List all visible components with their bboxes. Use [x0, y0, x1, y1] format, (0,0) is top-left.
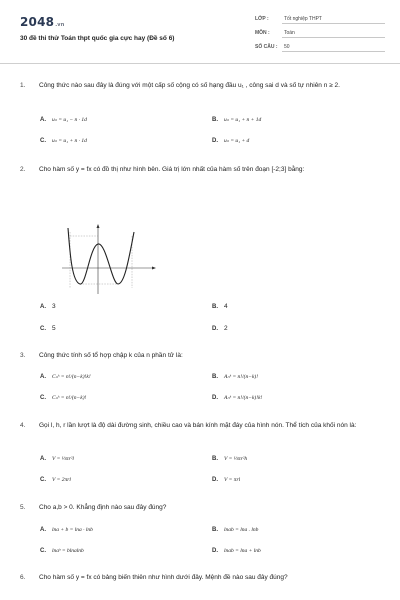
meta-socau-label: SỐ CÂU :	[255, 44, 278, 50]
q2-option-a[interactable]	[40, 303, 56, 310]
meta-lop-line	[282, 23, 385, 24]
option-letter: D.	[212, 395, 218, 401]
q4-option-d[interactable]	[212, 477, 240, 483]
q5-option-a[interactable]	[40, 527, 93, 533]
question-stem: Công thức tính số tổ hợp chập k của n phần tử là:	[39, 352, 183, 359]
option-text: 5	[52, 325, 56, 332]
option-letter: C.	[40, 477, 46, 483]
q5-option-b[interactable]	[212, 527, 258, 533]
option-letter: C.	[40, 326, 46, 332]
option-letter: A.	[40, 456, 46, 462]
question-stem: Công thức nào sau đây là đúng với một cấp số cộng có số hạng đầu u₁ , công sai d và số tự nhiên n ≥ 2.	[39, 82, 340, 89]
option-text: 3	[52, 303, 56, 310]
option-letter: B.	[212, 304, 218, 310]
header-divider	[0, 63, 400, 64]
q4-option-a[interactable]	[40, 456, 74, 462]
y-axis-arrow	[97, 224, 100, 228]
q1-option-b[interactable]	[212, 117, 261, 123]
option-text: uₙ = u₁ + n + 1d	[224, 117, 262, 123]
option-text: V = 2πrl	[52, 477, 71, 483]
q3-option-d[interactable]	[212, 395, 262, 401]
option-text: Cₙᵏ = n!/(n−k)!k!	[52, 374, 91, 380]
option-letter: B.	[212, 117, 218, 123]
option-text: Cₙᵏ = n!/(n−k)!	[52, 395, 87, 401]
question-number: 6.	[20, 574, 26, 581]
question-number: 3.	[20, 352, 26, 359]
exam-title: 30 đề thi thử Toán thpt quốc gia cực hay (Đề số 6)	[20, 35, 175, 42]
option-letter: B.	[212, 374, 218, 380]
meta-mon-line	[282, 37, 385, 38]
option-letter: C.	[40, 395, 46, 401]
option-letter: C.	[40, 548, 46, 554]
option-text: V = ⅓πr²l	[52, 456, 74, 462]
q4-option-b[interactable]	[212, 456, 247, 462]
option-letter: D.	[212, 138, 218, 144]
meta-lop-label: LỚP :	[255, 16, 269, 22]
option-text: V = ⅓πr²h	[224, 456, 248, 462]
question-stem: Cho hàm số y = fx có bảng biến thiên như hình dưới đây. Mệnh đề nào sau đây đúng?	[39, 574, 288, 581]
header	[0, 0, 400, 62]
q1-option-d[interactable]	[212, 138, 249, 144]
option-text: lnab = lna . lnb	[224, 527, 259, 533]
question-stem: Cho a,b > 0. Khẳng định nào sau đây đúng?	[39, 504, 167, 511]
option-letter: A.	[40, 304, 46, 310]
q3-option-c[interactable]	[40, 395, 86, 401]
question-number: 2.	[20, 166, 26, 173]
option-letter: C.	[40, 138, 46, 144]
option-text: 4	[224, 303, 228, 310]
q5-option-c[interactable]	[40, 548, 84, 554]
option-text: uₙ = u₁ + n · 1d	[52, 138, 87, 144]
option-text: uₙ = u₁ − n · 1d	[52, 117, 87, 123]
function-curve	[68, 228, 134, 284]
function-graph	[62, 224, 156, 294]
option-letter: D.	[212, 326, 218, 332]
q2-option-b[interactable]	[212, 303, 228, 310]
q3-option-b[interactable]	[212, 374, 258, 380]
meta-socau-value: 50	[284, 44, 290, 50]
option-text: lnaᵇ = blnalnb	[52, 548, 84, 554]
question-number: 1.	[20, 82, 26, 89]
option-text: Aₙᵏ = n!/(n−k)!k!	[224, 395, 263, 401]
q5-option-d[interactable]	[212, 548, 261, 554]
option-text: Aₙᵏ = n!/(n−k)!	[224, 374, 259, 380]
option-letter: B.	[212, 527, 218, 533]
option-letter: A.	[40, 374, 46, 380]
q1-option-c[interactable]	[40, 138, 87, 144]
option-letter: D.	[212, 548, 218, 554]
meta-socau-line	[282, 51, 385, 52]
option-letter: D.	[212, 477, 218, 483]
option-text: uₙ = u₁ + d	[224, 138, 250, 144]
option-text: lnab = lna + lnb	[224, 548, 261, 554]
option-text: 2	[224, 325, 228, 332]
question-number: 5.	[20, 504, 26, 511]
meta-lop-value: Tốt nghiệp THPT	[284, 16, 322, 22]
q3-option-a[interactable]	[40, 374, 91, 380]
option-letter: A.	[40, 117, 46, 123]
logo-suffix: .vn	[55, 22, 65, 28]
option-text: lna + b = lna · lnb	[52, 527, 93, 533]
question-stem: Cho hàm số y = fx có đồ thị như hình bên. Giá trị lớn nhất của hàm số trên đoạn [-2;3] bằng:	[39, 166, 305, 173]
x-axis-arrow	[152, 267, 156, 270]
option-letter: B.	[212, 456, 218, 462]
question-number: 4.	[20, 422, 26, 429]
meta-mon-value: Toán	[284, 30, 295, 36]
option-text: V = πrl	[224, 477, 241, 483]
question-stem: Gọi l, h, r lần lượt là độ dài đường sinh, chiều cao và bán kính mặt đáy của hình nón. Thể tích của khối nón là:	[39, 422, 357, 429]
site-logo[interactable]	[20, 15, 65, 29]
q2-option-d[interactable]	[212, 325, 228, 332]
meta-mon-label: MÔN :	[255, 30, 270, 36]
q2-option-c[interactable]	[40, 325, 56, 332]
logo-text: 2048	[20, 15, 55, 29]
q4-option-c[interactable]	[40, 477, 71, 483]
option-letter: A.	[40, 527, 46, 533]
q1-option-a[interactable]	[40, 117, 87, 123]
